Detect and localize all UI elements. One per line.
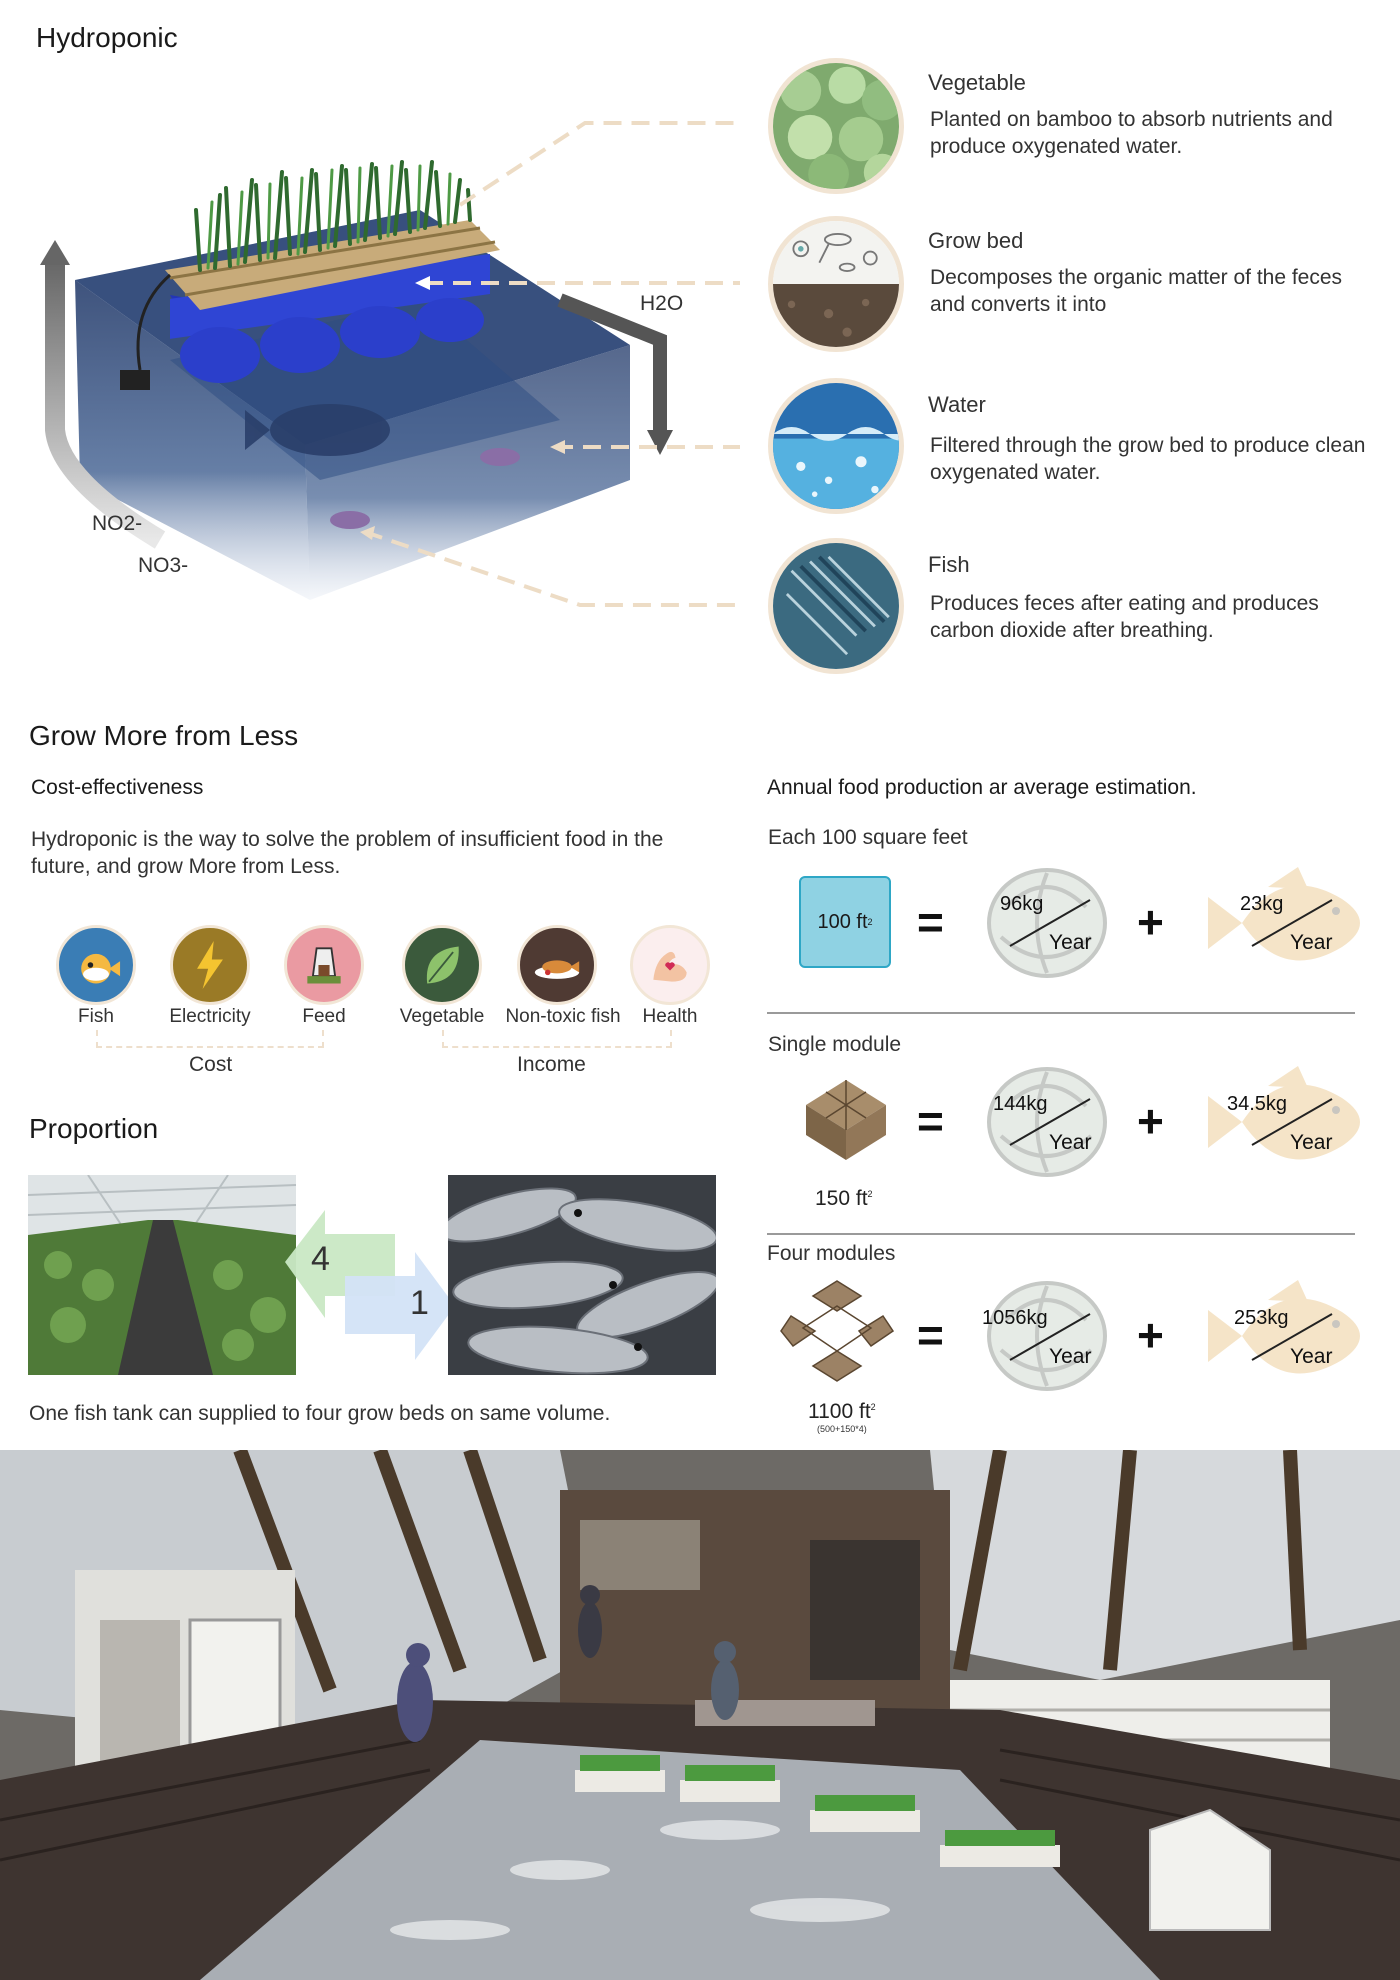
fish-label: Fish: [78, 1006, 114, 1027]
area-1100-label: 1100 ft: [808, 1400, 871, 1423]
grow-more-title: Grow More from Less: [29, 720, 299, 751]
row1-label: Each 100 square feet: [768, 826, 968, 849]
row2-fish-kg: 34.5kg: [1227, 1093, 1288, 1115]
row3-fish-year: Year: [1290, 1345, 1333, 1368]
proportion-title: Proportion: [29, 1113, 159, 1144]
equals-sign-1: =: [917, 896, 944, 948]
ratio-one: 1: [410, 1284, 429, 1322]
income-label: Income: [517, 1053, 586, 1076]
divider: [767, 1233, 1355, 1235]
row3-veg-year: Year: [1049, 1345, 1092, 1368]
electricity-label: Electricity: [169, 1006, 251, 1027]
row3-label: Four modules: [767, 1242, 896, 1265]
row1-fish-year: Year: [1290, 931, 1333, 954]
feed-label: Feed: [302, 1006, 346, 1027]
ratio-four: 4: [311, 1240, 330, 1278]
grow-bed-desc: Decomposes the organic matter of the feces and converts it into: [930, 266, 1343, 316]
row2-veg-kg: 144kg: [993, 1093, 1048, 1115]
plus-sign-1: +: [1137, 896, 1164, 948]
vegetable-label: Vegetable: [399, 1006, 485, 1027]
non-toxic-fish-label: Non-toxic fish: [505, 1006, 621, 1027]
row2-fish-year: Year: [1290, 1131, 1333, 1154]
row1-veg-kg: 96kg: [1000, 893, 1044, 915]
water-name: Water: [928, 392, 986, 417]
water-desc: Filtered through the grow bed to produce clean oxygenated water.: [930, 434, 1366, 484]
hydroponic-title: Hydroponic: [36, 22, 178, 53]
area-100-sup: 2: [867, 917, 873, 927]
area-1100-note: (500+150*4): [817, 1424, 867, 1434]
area-100-label: 100 ft: [817, 910, 868, 933]
h2o-label: H2O: [640, 292, 684, 315]
cost-effectiveness-text: Hydroponic is the way to solve the problem of insufficient food in the future, and grow More from Less.: [31, 828, 664, 878]
grow-bed-name: Grow bed: [928, 228, 1024, 253]
equals-sign-3: =: [917, 1309, 944, 1361]
equals-sign-2: =: [917, 1095, 944, 1147]
row1-fish-kg: 23kg: [1240, 893, 1284, 915]
proportion-text: One fish tank can supplied to four grow beds on same volume.: [29, 1402, 611, 1425]
area-150-label: 150 ft: [815, 1187, 868, 1210]
fish-desc: Produces feces after eating and produces carbon dioxide after breathing.: [930, 592, 1319, 642]
interior-render-image: [0, 1450, 1400, 1980]
area-150-sup: 2: [867, 1189, 873, 1199]
row2-veg-year: Year: [1049, 1131, 1092, 1154]
plus-sign-2: +: [1137, 1095, 1164, 1147]
fish-name: Fish: [928, 552, 970, 577]
row3-fish-kg: 253kg: [1234, 1307, 1289, 1329]
row2-label: Single module: [768, 1033, 902, 1056]
cost-effectiveness-title: Cost-effectiveness: [31, 776, 204, 799]
row1-veg-year: Year: [1049, 931, 1092, 954]
cost-label: Cost: [189, 1053, 233, 1076]
no2-label: NO2-: [92, 512, 143, 535]
vegetable-name: Vegetable: [928, 70, 1026, 95]
divider: [767, 1012, 1355, 1014]
row3-veg-kg: 1056kg: [982, 1307, 1048, 1329]
area-1100-sup: 2: [870, 1402, 876, 1412]
annual-title: Annual food production ar average estimation.: [767, 776, 1197, 799]
health-label: Health: [642, 1006, 698, 1027]
plus-sign-3: +: [1137, 1309, 1164, 1361]
no3-label: NO3-: [138, 554, 189, 577]
vegetable-desc: Planted on bamboo to absorb nutrients and produce oxygenated water.: [930, 108, 1333, 158]
